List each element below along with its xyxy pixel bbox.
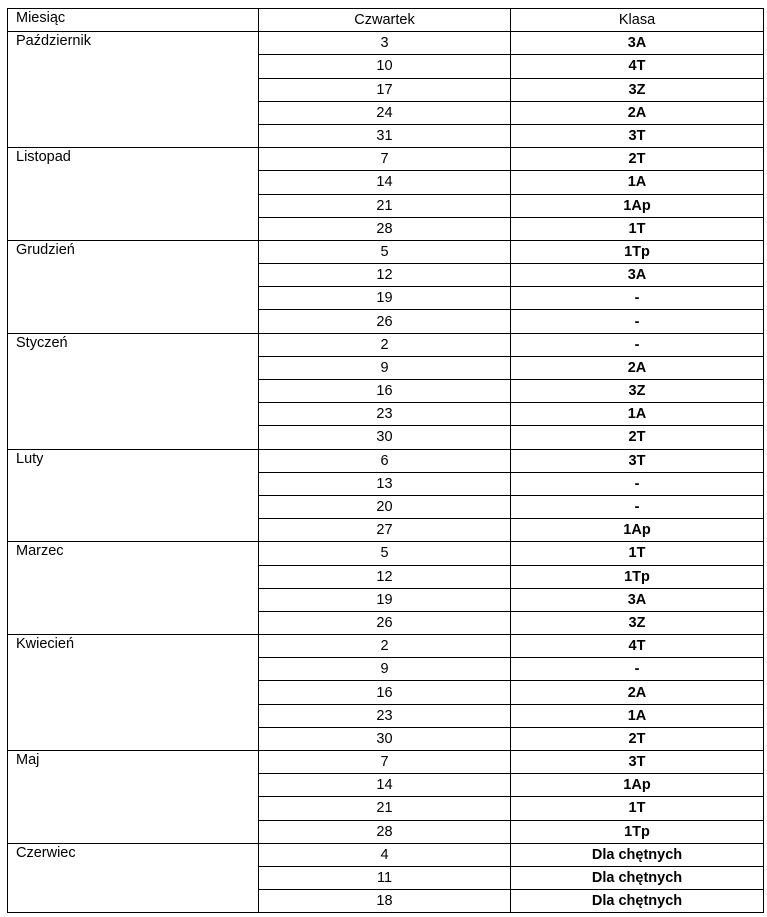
thursday-cell: 4 bbox=[259, 843, 511, 866]
thursday-cell: 2 bbox=[259, 635, 511, 658]
month-cell: Październik bbox=[8, 32, 259, 148]
class-cell: 1Ap bbox=[511, 519, 764, 542]
thursday-cell: 26 bbox=[259, 611, 511, 634]
thursday-cell: 11 bbox=[259, 866, 511, 889]
table-row bbox=[8, 148, 764, 171]
class-cell: 1Tp bbox=[511, 565, 764, 588]
class-cell: 3T bbox=[511, 751, 764, 774]
thursday-cell: 27 bbox=[259, 519, 511, 542]
month-cell: Styczeń bbox=[8, 333, 259, 449]
month-cell: Listopad bbox=[8, 148, 259, 241]
class-cell: 4T bbox=[511, 55, 764, 78]
class-cell: 1A bbox=[511, 704, 764, 727]
class-cell: 3A bbox=[511, 264, 764, 287]
class-cell: 3A bbox=[511, 588, 764, 611]
header-class: Klasa bbox=[511, 9, 764, 32]
thursday-cell: 24 bbox=[259, 101, 511, 124]
thursday-cell: 9 bbox=[259, 356, 511, 379]
class-cell: 3T bbox=[511, 124, 764, 147]
table-row bbox=[8, 333, 764, 356]
month-cell: Kwiecień bbox=[8, 635, 259, 751]
table-row bbox=[8, 32, 764, 55]
thursday-cell: 7 bbox=[259, 751, 511, 774]
schedule-table-container bbox=[7, 8, 764, 913]
class-cell: 4T bbox=[511, 635, 764, 658]
class-cell: 1Ap bbox=[511, 194, 764, 217]
class-cell: Dla chętnych bbox=[511, 890, 764, 913]
thursday-cell: 21 bbox=[259, 797, 511, 820]
thursday-cell: 3 bbox=[259, 32, 511, 55]
class-cell: 1A bbox=[511, 171, 764, 194]
month-cell: Grudzień bbox=[8, 240, 259, 333]
table-row bbox=[8, 449, 764, 472]
month-cell: Maj bbox=[8, 751, 259, 844]
month-cell: Marzec bbox=[8, 542, 259, 635]
thursday-cell: 31 bbox=[259, 124, 511, 147]
class-cell: Dla chętnych bbox=[511, 866, 764, 889]
thursday-cell: 6 bbox=[259, 449, 511, 472]
thursday-cell: 10 bbox=[259, 55, 511, 78]
class-cell: 2T bbox=[511, 148, 764, 171]
class-cell: 3Z bbox=[511, 380, 764, 403]
thursday-cell: 30 bbox=[259, 727, 511, 750]
schedule-table bbox=[7, 8, 764, 913]
thursday-cell: 20 bbox=[259, 495, 511, 518]
thursday-cell: 23 bbox=[259, 403, 511, 426]
class-cell: 1Tp bbox=[511, 820, 764, 843]
thursday-cell: 28 bbox=[259, 820, 511, 843]
thursday-cell: 2 bbox=[259, 333, 511, 356]
thursday-cell: 14 bbox=[259, 774, 511, 797]
class-cell: - bbox=[511, 658, 764, 681]
class-cell: 1T bbox=[511, 217, 764, 240]
thursday-cell: 28 bbox=[259, 217, 511, 240]
thursday-cell: 18 bbox=[259, 890, 511, 913]
class-cell: - bbox=[511, 310, 764, 333]
thursday-cell: 26 bbox=[259, 310, 511, 333]
table-row bbox=[8, 542, 764, 565]
class-cell: 3T bbox=[511, 449, 764, 472]
header-month: Miesiąc bbox=[8, 9, 259, 32]
class-cell: 3Z bbox=[511, 78, 764, 101]
class-cell: 2A bbox=[511, 356, 764, 379]
class-cell: - bbox=[511, 495, 764, 518]
class-cell: 1A bbox=[511, 403, 764, 426]
thursday-cell: 16 bbox=[259, 380, 511, 403]
thursday-cell: 30 bbox=[259, 426, 511, 449]
month-cell: Luty bbox=[8, 449, 259, 542]
class-cell: 1T bbox=[511, 797, 764, 820]
thursday-cell: 5 bbox=[259, 240, 511, 263]
table-row bbox=[8, 843, 764, 866]
class-cell: - bbox=[511, 472, 764, 495]
schedule-body bbox=[8, 32, 764, 913]
class-cell: 2T bbox=[511, 727, 764, 750]
thursday-cell: 21 bbox=[259, 194, 511, 217]
thursday-cell: 19 bbox=[259, 287, 511, 310]
class-cell: Dla chętnych bbox=[511, 843, 764, 866]
table-row bbox=[8, 240, 764, 263]
thursday-cell: 12 bbox=[259, 264, 511, 287]
class-cell: 2A bbox=[511, 681, 764, 704]
table-row bbox=[8, 751, 764, 774]
table-row bbox=[8, 635, 764, 658]
thursday-cell: 13 bbox=[259, 472, 511, 495]
thursday-cell: 9 bbox=[259, 658, 511, 681]
thursday-cell: 12 bbox=[259, 565, 511, 588]
class-cell: 3A bbox=[511, 32, 764, 55]
thursday-cell: 19 bbox=[259, 588, 511, 611]
class-cell: 1Ap bbox=[511, 774, 764, 797]
class-cell: 1T bbox=[511, 542, 764, 565]
month-cell: Czerwiec bbox=[8, 843, 259, 913]
thursday-cell: 5 bbox=[259, 542, 511, 565]
class-cell: 2A bbox=[511, 101, 764, 124]
header-row bbox=[8, 9, 764, 32]
thursday-cell: 14 bbox=[259, 171, 511, 194]
class-cell: 3Z bbox=[511, 611, 764, 634]
thursday-cell: 16 bbox=[259, 681, 511, 704]
thursday-cell: 7 bbox=[259, 148, 511, 171]
class-cell: 2T bbox=[511, 426, 764, 449]
class-cell: - bbox=[511, 333, 764, 356]
class-cell: 1Tp bbox=[511, 240, 764, 263]
thursday-cell: 23 bbox=[259, 704, 511, 727]
header-thursday: Czwartek bbox=[259, 9, 511, 32]
thursday-cell: 17 bbox=[259, 78, 511, 101]
class-cell: - bbox=[511, 287, 764, 310]
